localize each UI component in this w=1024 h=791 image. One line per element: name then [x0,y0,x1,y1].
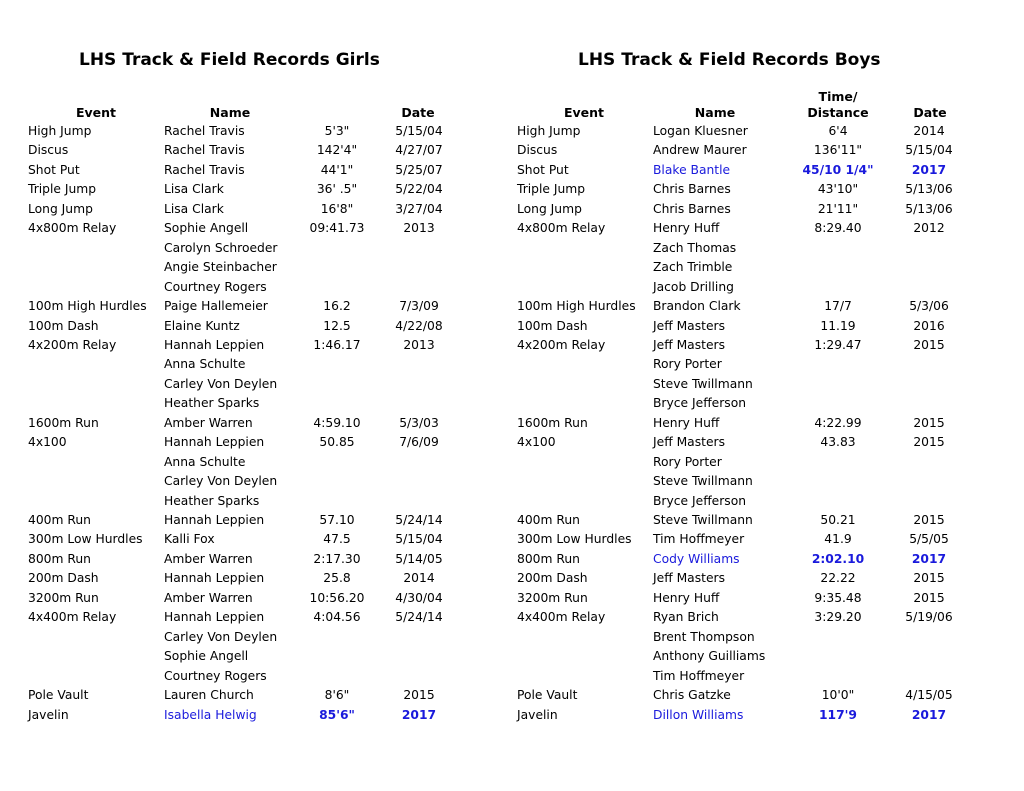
boys-name-cell: Ryan Brich [653,610,719,625]
girls-mark-cell: 85'6" [319,707,355,722]
girls-name-cell: Hannah Leppien [164,337,265,352]
boys-event-cell: Triple Jump [517,182,586,197]
girls-header-name: Name [209,105,251,120]
boys-record-row [0,628,1024,647]
girls-mark-cell: 4:59.10 [313,415,361,430]
boys-header-event: Event [563,105,605,120]
boys-name-cell: Henry Huff [653,221,720,236]
girls-date-cell: 2013 [403,221,435,236]
boys-record-row [0,161,1024,180]
boys-record-row [0,258,1024,277]
boys-event-cell: 4x400m Relay [517,610,606,625]
boys-record-row [0,414,1024,433]
girls-date-cell: 5/3/03 [399,415,439,430]
boys-date-cell: 2015 [913,415,945,430]
girls-event-cell: 400m Run [28,513,91,527]
boys-record-row [0,394,1024,413]
girls-name-cell: Rachel Travis [164,162,245,177]
boys-record-row [0,317,1024,336]
girls-name-cell: Carley Von Deylen [164,376,278,391]
girls-name-cell: Anna Schulte [164,357,246,372]
boys-header-mark-line1: Time/ [818,89,858,104]
girls-name-cell: Amber Warren [164,415,253,430]
boys-event-cell: 4x100 [517,435,556,450]
boys-record-row [0,433,1024,452]
boys-date-cell: 2017 [911,551,947,566]
boys-mark-cell: 17/7 [824,299,852,314]
girls-name-cell: Hannah Leppien [164,610,265,625]
girls-event-cell: Long Jump [28,201,93,216]
boys-date-cell: 5/3/06 [909,299,949,314]
boys-event-cell: Discus [517,143,558,158]
boys-event-cell: 800m Run [517,551,580,566]
girls-event-cell: 100m High Hurdles [28,299,147,314]
boys-name-cell: Tim Hoffmeyer [653,532,745,547]
girls-name-cell: Isabella Helwig [164,707,257,722]
boys-record-row [0,511,1024,530]
boys-name-cell: Rory Porter [653,454,722,469]
boys-record-row [0,608,1024,627]
girls-date-cell: 5/15/04 [395,124,443,138]
boys-name-cell: Henry Huff [653,590,720,605]
girls-name-cell: Carley Von Deylen [164,474,278,489]
boys-mark-cell: 4:22.99 [814,415,862,430]
boys-record-row [0,569,1024,588]
girls-name-cell: Amber Warren [164,590,253,605]
girls-name-cell: Hannah Leppien [164,571,265,586]
boys-mark-cell: 50.21 [820,513,856,527]
girls-event-cell: 4x100 [28,435,67,450]
boys-record-row [0,492,1024,511]
girls-header-date: Date [401,105,435,120]
girls-mark-cell: 2:17.30 [313,551,361,566]
boys-mark-cell: 6'4 [828,124,848,138]
girls-mark-cell: 12.5 [323,318,351,333]
boys-date-cell: 2015 [913,571,945,586]
girls-name-cell: Lauren Church [164,688,254,703]
boys-event-cell: 3200m Run [517,590,588,605]
girls-mark-cell: 8'6" [324,688,350,703]
girls-name-cell: Lisa Clark [164,201,224,216]
girls-mark-cell: 142'4" [316,143,358,158]
boys-mark-cell: 45/10 1/4" [802,162,874,177]
girls-event-cell: 4x400m Relay [28,610,117,625]
boys-mark-cell: 41.9 [824,532,852,547]
boys-mark-cell: 10'0" [821,688,855,703]
girls-date-cell: 5/15/04 [395,532,443,547]
girls-date-cell: 5/24/14 [395,610,443,625]
girls-event-cell: Discus [28,143,69,158]
boys-name-cell: Chris Gatzke [653,688,731,703]
girls-date-cell: 4/27/07 [395,143,443,158]
boys-date-cell: 2015 [913,513,945,527]
boys-header-name: Name [694,105,736,120]
boys-name-cell: Zach Thomas [653,240,737,255]
boys-name-cell: Jacob Drilling [653,279,734,294]
boys-event-cell: 300m Low Hurdles [517,532,632,547]
girls-name-cell: Elaine Kuntz [164,318,240,333]
girls-event-cell: 4x200m Relay [28,337,117,352]
boys-date-cell: 4/15/05 [905,688,953,703]
boys-event-cell: 1600m Run [517,415,588,430]
girls-mark-cell: 57.10 [319,513,355,527]
boys-record-row [0,297,1024,316]
girls-mark-cell: 5'3" [324,124,350,138]
boys-name-cell: Tim Hoffmeyer [653,668,745,683]
boys-event-cell: Shot Put [517,162,569,177]
girls-mark-cell: 50.85 [319,435,355,450]
girls-name-cell: Sophie Angell [164,649,249,664]
boys-name-cell: Andrew Maurer [653,143,747,158]
boys-name-cell: Rory Porter [653,357,722,372]
girls-date-cell: 5/14/05 [395,551,443,566]
girls-event-cell: Triple Jump [28,182,97,197]
girls-name-cell: Heather Sparks [164,493,260,508]
girls-name-cell: Courtney Rogers [164,279,267,294]
boys-mark-cell: 43.83 [820,435,856,450]
boys-mark-cell: 3:29.20 [814,610,862,625]
girls-name-cell: Courtney Rogers [164,668,267,683]
boys-name-cell: Zach Trimble [653,260,733,275]
boys-date-cell: 2015 [913,590,945,605]
boys-name-cell: Chris Barnes [653,182,731,197]
boys-name-cell: Anthony Guilliams [653,649,766,664]
boys-name-cell: Dillon Williams [653,707,744,722]
boys-record-row [0,180,1024,199]
boys-record-row [0,453,1024,472]
girls-name-cell: Hannah Leppien [164,435,265,450]
boys-header-date: Date [913,105,947,120]
boys-record-row [0,336,1024,355]
boys-name-cell: Brandon Clark [653,299,741,314]
girls-mark-cell: 47.5 [323,532,351,547]
girls-name-cell: Sophie Angell [164,221,249,236]
girls-event-cell: Shot Put [28,162,80,177]
boys-name-cell: Jeff Masters [653,571,725,586]
boys-name-cell: Jeff Masters [653,318,725,333]
boys-record-row [0,355,1024,374]
boys-date-cell: 5/5/05 [909,532,949,547]
boys-event-cell: High Jump [517,124,581,138]
boys-record-row [0,472,1024,491]
girls-date-cell: 4/22/08 [395,318,443,333]
girls-date-cell: 7/3/09 [399,299,439,314]
girls-name-cell: Rachel Travis [164,143,245,158]
girls-event-cell: 800m Run [28,551,91,566]
girls-date-cell: 7/6/09 [399,435,439,450]
girls-name-cell: Hannah Leppien [164,513,265,527]
girls-date-cell: 4/30/04 [395,590,443,605]
girls-name-cell: Carolyn Schroeder [164,240,278,255]
boys-record-row [0,239,1024,258]
boys-event-cell: Javelin [517,707,558,722]
boys-record-row [0,589,1024,608]
boys-name-cell: Cody Williams [653,551,740,566]
boys-record-row [0,530,1024,549]
boys-record-row [0,550,1024,569]
girls-name-cell: Carley Von Deylen [164,629,278,644]
girls-header-event: Event [75,105,117,120]
boys-mark-cell: 22.22 [820,571,856,586]
girls-event-cell: 3200m Run [28,590,99,605]
girls-mark-cell: 4:04.56 [313,610,361,625]
girls-date-cell: 2017 [401,707,437,722]
girls-name-cell: Kalli Fox [164,532,215,547]
boys-mark-cell: 8:29.40 [814,221,862,236]
boys-date-cell: 2017 [911,707,947,722]
boys-date-cell: 2015 [913,337,945,352]
boys-record-row [0,647,1024,666]
girls-name-cell: Lisa Clark [164,182,224,197]
boys-date-cell: 2015 [913,435,945,450]
boys-name-cell: Logan Kluesner [653,124,748,138]
boys-event-cell: Pole Vault [517,688,578,703]
boys-name-cell: Jeff Masters [653,435,725,450]
boys-mark-cell: 1:29.47 [814,337,862,352]
boys-mark-cell: 2:02.10 [811,551,865,566]
girls-event-cell: 100m Dash [28,318,99,333]
boys-mark-cell: 9:35.48 [814,590,862,605]
boys-date-cell: 2014 [913,124,945,138]
boys-name-cell: Bryce Jefferson [653,396,747,411]
girls-event-cell: Javelin [28,707,69,722]
girls-mark-cell: 09:41.73 [309,221,365,236]
girls-date-cell: 2015 [403,688,435,703]
boys-event-cell: 100m High Hurdles [517,299,636,314]
boys-name-cell: Jeff Masters [653,337,725,352]
boys-mark-cell: 21'11" [817,201,859,216]
boys-name-cell: Steve Twillmann [653,513,753,527]
girls-mark-cell: 36' .5" [316,182,358,197]
boys-name-cell: Steve Twillmann [653,474,753,489]
boys-name-cell: Chris Barnes [653,201,731,216]
boys-record-row [0,667,1024,686]
boys-record-row [0,706,1024,725]
boys-record-row [0,200,1024,219]
boys-event-cell: 100m Dash [517,318,588,333]
girls-event-cell: High Jump [28,124,92,138]
boys-event-cell: 4x800m Relay [517,221,606,236]
girls-name-cell: Heather Sparks [164,396,260,411]
girls-mark-cell: 44'1" [320,162,354,177]
boys-record-row [0,122,1024,141]
girls-date-cell: 5/25/07 [395,162,443,177]
girls-event-cell: 300m Low Hurdles [28,532,143,547]
boys-name-cell: Blake Bantle [653,162,731,177]
boys-event-cell: 400m Run [517,513,580,527]
boys-record-row [0,375,1024,394]
boys-name-cell: Brent Thompson [653,629,755,644]
girls-event-cell: 1600m Run [28,415,99,430]
boys-date-cell: 5/13/06 [905,182,953,197]
girls-date-cell: 2013 [403,337,435,352]
boys-date-cell: 5/19/06 [905,610,953,625]
girls-mark-cell: 1:46.17 [313,337,361,352]
boys-record-row [0,141,1024,160]
girls-name-cell: Paige Hallemeier [164,299,268,314]
boys-record-row [0,278,1024,297]
boys-header-mark-line2: Distance [807,105,869,120]
boys-record-row [0,219,1024,238]
girls-mark-cell: 25.8 [323,571,351,586]
girls-date-cell: 5/22/04 [395,182,443,197]
boys-mark-cell: 11.19 [820,318,856,333]
girls-mark-cell: 16'8" [320,201,354,216]
girls-name-cell: Amber Warren [164,551,253,566]
boys-date-cell: 5/15/04 [905,143,953,158]
girls-mark-cell: 16.2 [323,299,351,314]
boys-date-cell: 2016 [913,318,945,333]
girls-event-cell: 4x800m Relay [28,221,117,236]
girls-name-cell: Angie Steinbacher [164,260,277,275]
girls-event-cell: Pole Vault [28,688,89,703]
boys-mark-cell: 117'9 [819,707,857,722]
girls-name-cell: Rachel Travis [164,124,245,138]
girls-records-title: LHS Track & Field Records Girls [79,50,380,70]
boys-mark-cell: 136'11" [813,143,863,158]
boys-event-cell: 4x200m Relay [517,337,606,352]
boys-event-cell: Long Jump [517,201,582,216]
girls-date-cell: 5/24/14 [395,513,443,527]
boys-records-title: LHS Track & Field Records Boys [578,50,881,70]
boys-date-cell: 5/13/06 [905,201,953,216]
girls-date-cell: 3/27/04 [395,201,443,216]
boys-date-cell: 2017 [911,162,947,177]
girls-date-cell: 2014 [403,571,435,586]
boys-name-cell: Henry Huff [653,415,720,430]
girls-event-cell: 200m Dash [28,571,99,586]
boys-record-row [0,686,1024,705]
boys-name-cell: Bryce Jefferson [653,493,747,508]
boys-date-cell: 2012 [913,221,945,236]
boys-event-cell: 200m Dash [517,571,588,586]
boys-mark-cell: 43'10" [817,182,859,197]
girls-mark-cell: 10:56.20 [309,590,365,605]
boys-name-cell: Steve Twillmann [653,376,753,391]
girls-name-cell: Anna Schulte [164,454,246,469]
